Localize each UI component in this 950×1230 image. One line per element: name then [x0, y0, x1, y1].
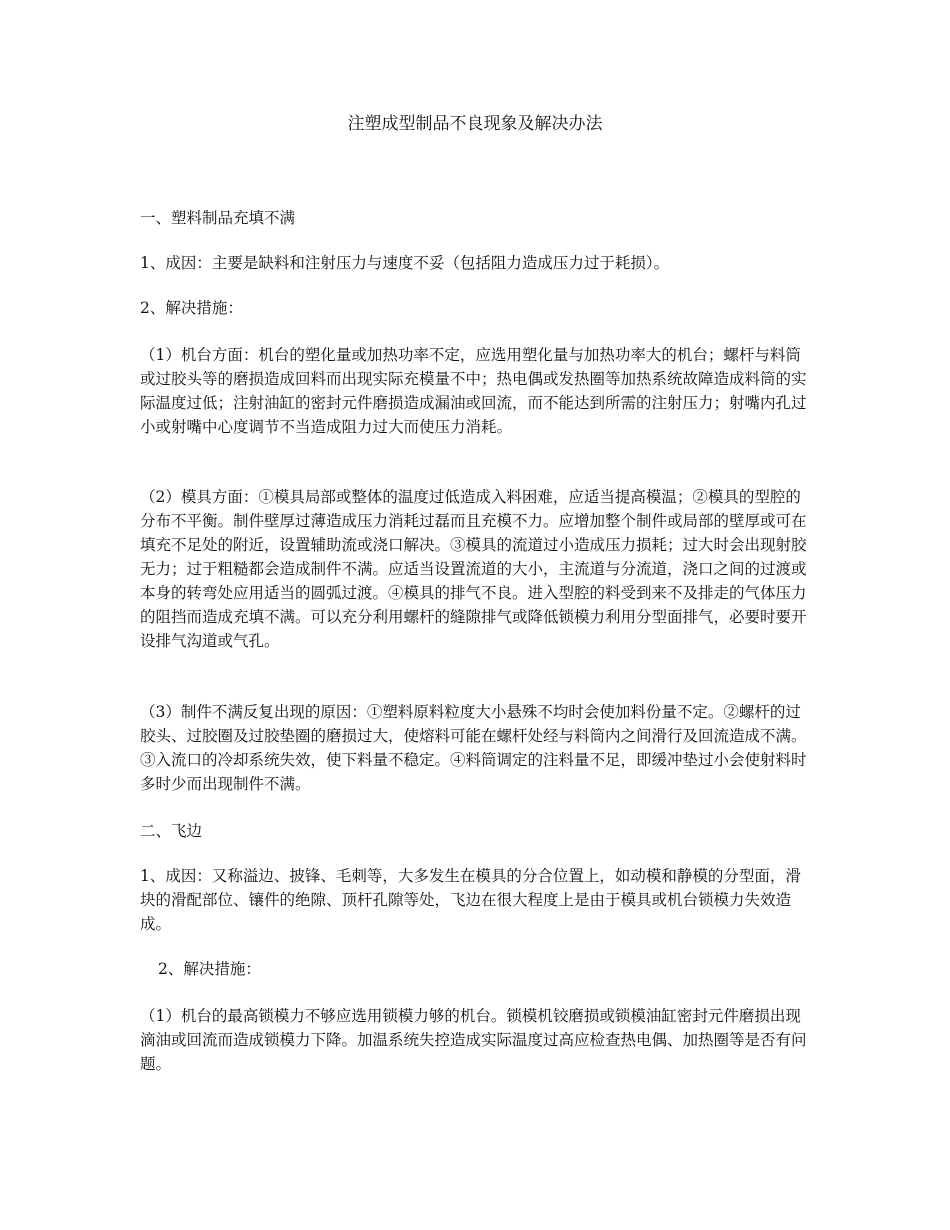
paragraph-mold-1: （2）模具方面：①模具局部或整体的温度过低造成入料困难，应适当提高模温；②模具的型腔的分布不平衡。制件壁厚过薄造成压力消耗过磊而且充模不力。应增加整个制件或局部的壁厚或可在填充不足处的附近，设置辅助流或浇口解决。③模具的流道过小造成压力损耗；过大时会出现射胶无力；过于粗糙都会造成制件不满。应适当设置流道的大小，主流道与分流道，浇口之间的过渡或本身的转弯处应用适当的圆弧过渡。④模具的排气不良。进入型腔的料受到来不及排走的气体压力的阻挡而造成充填不满。可以充分利用螺杆的缝隙排气或降低锁模力利用分型面排气，必要时要开设排气沟道或气孔。: [140, 488, 807, 650]
paragraph-measures-heading-2: 2、解决措施：: [158, 960, 261, 978]
paragraph-cause-1: 1、成因：主要是缺料和注射压力与速度不妥（包括阻力造成压力过于耗损）。: [140, 254, 670, 272]
paragraph-cause-2: 1、成因：又称溢边、披锋、毛刺等，大多发生在模具的分合位置上，如动模和静模的分型面，滑块的滑配部位、镶件的绝隙、顶杆孔隙等处，飞边在很大程度上是由于模具或机台锁模力失效造成。: [140, 867, 801, 933]
section-heading-2: 二、飞边: [140, 822, 203, 840]
document-title: 注塑成型制品不良现象及解决办法: [347, 114, 603, 134]
paragraph-measures-heading-1: 2、解决措施：: [140, 299, 243, 317]
section-heading-1: 一、塑料制品充填不满: [140, 209, 296, 227]
paragraph-machine-1: （1）机台方面：机台的塑化量或加热功率不定，应选用塑化量与加热功率大的机台；螺杆与料筒或过胶头等的磨损造成回料而出现实际充模量不中；热电偶或发热圈等加热系统故障造成料筒的实际温度过低；注射油缸的密封元件磨损造成漏油或回流，而不能达到所需的注射压力；射嘴内孔过小或射嘴中心度调节不当造成阻力过大而使压力消耗。: [140, 346, 807, 436]
paragraph-machine-2: （1）机台的最高锁模力不够应选用锁模力够的机台。锁模机铰磨损或锁模油缸密封元件磨损出现滴油或回流而造成锁模力下降。加温系统失控造成实际温度过高应检查热电偶、加热圈等是否有问题。: [140, 1007, 807, 1073]
paragraph-repeat-causes: （3）制件不满反复出现的原因：①塑料原料粒度大小悬殊不均时会使加料份量不定。②螺杆的过胶头、过胶圈及过胶垫圈的磨损过大，使熔料可能在螺杆处经与料筒内之间滑行及回流造成不满。③入流口的冷却系统失效，使下料量不稳定。④料筒调定的注料量不足，即缓冲垫过小会使射料时多时少而出现制件不满。: [140, 703, 807, 793]
